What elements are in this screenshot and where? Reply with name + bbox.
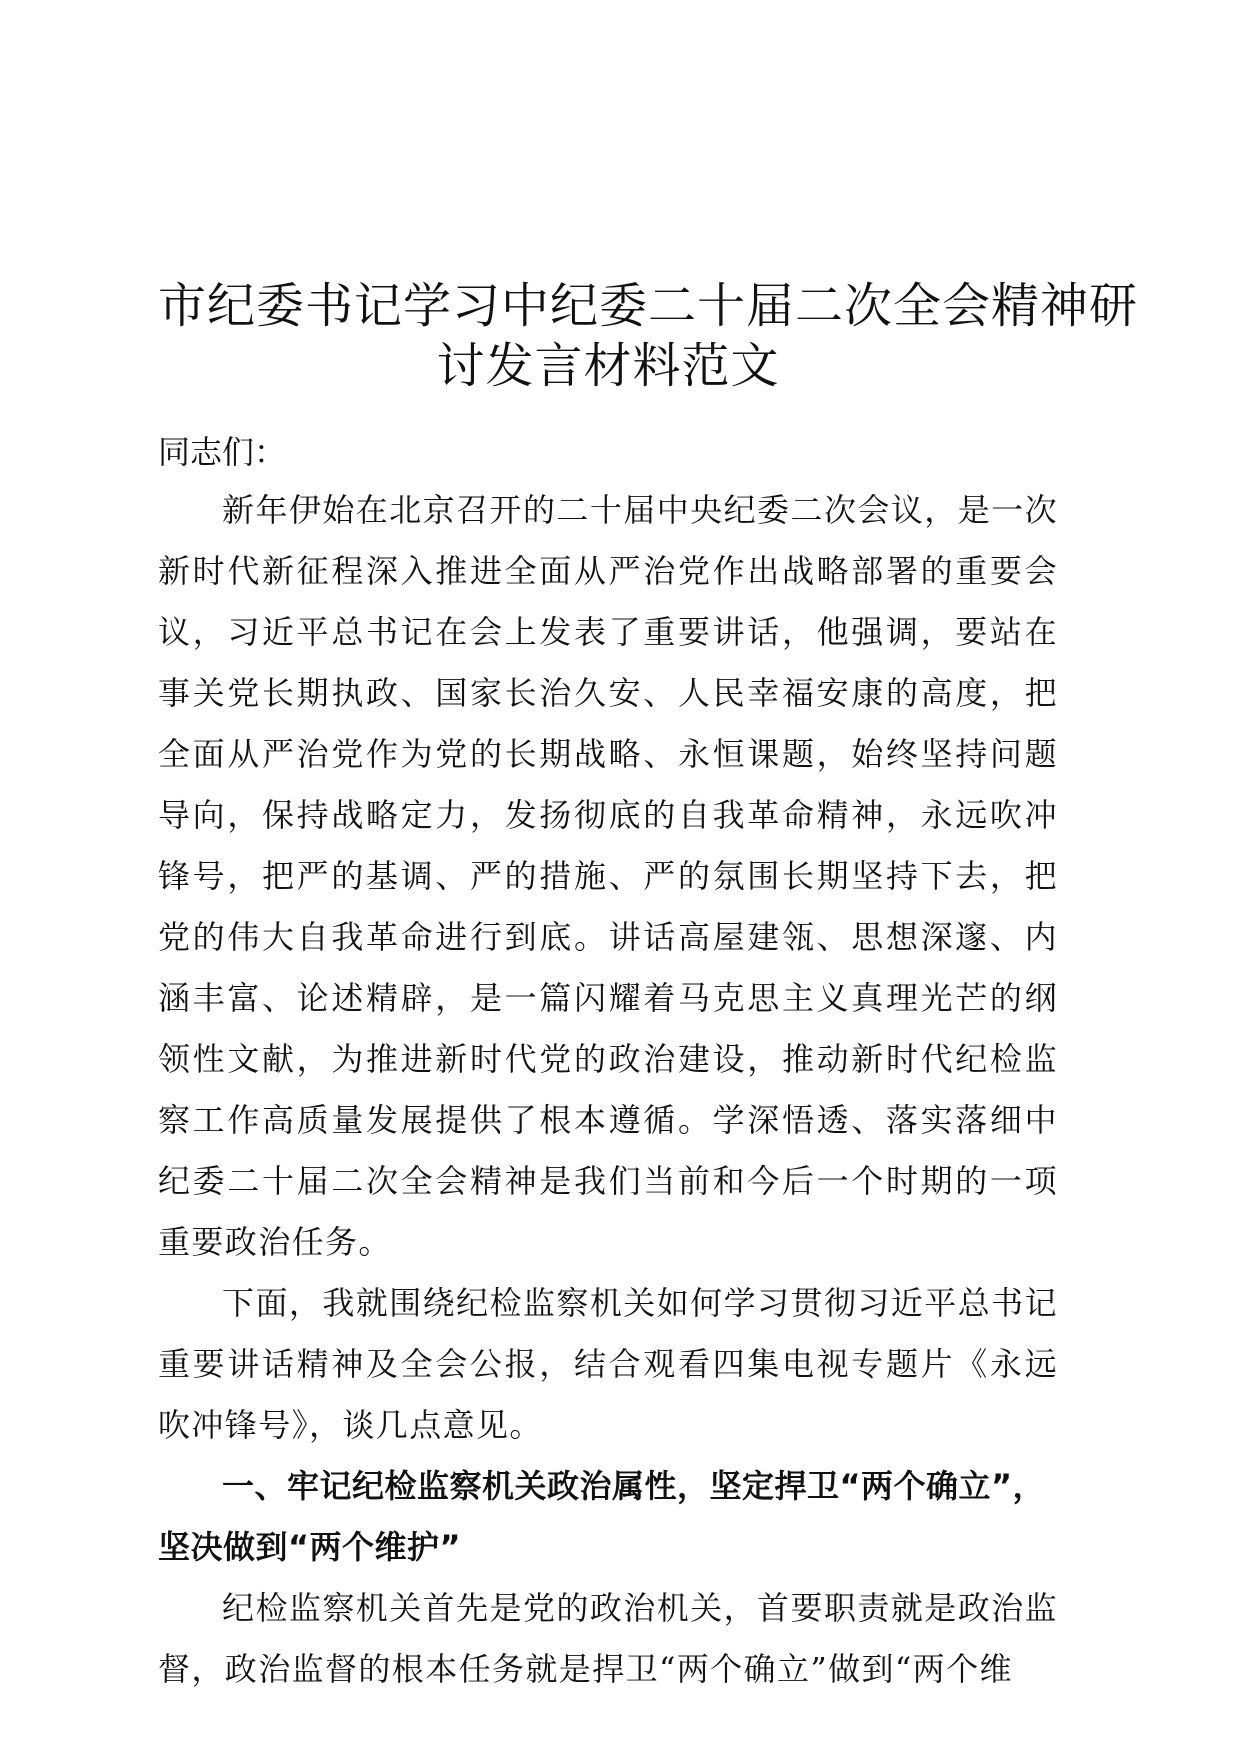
document-title xyxy=(158,276,1139,396)
section-heading-1: 一、牢记纪检监察机关政治属性，坚定捍卫“两个确立”，坚决做到“两个维护” xyxy=(158,1467,1046,1566)
body-paragraph-2: 下面，我就围绕纪检监察机关如何学习贯彻习近平总书记重要讲话精神及全会公报，结合观看四集电视专题片《永远吹冲锋号》，谈几点意见。 xyxy=(158,1284,1058,1444)
body-paragraph-1: 新年伊始在北京召开的二十届中央纪委二次会议，是一次新时代新征程深入推进全面从严治党作出战略部署的重要会议，习近平总书记在会上发表了重要讲话，他强调，要站在事关党长期执政、国家长治久安、人民幸福安康的高度，把全面从严治党作为党的长期战略、永恒课题，始终坚持问题导向，保持战略定力，发扬彻底的自我革命精神，永远吹冲锋号，把严的基调、严的措施、严的氛围长期坚持下去，把党的伟大自我革命进行到底。讲话高屋建瓴、思想深邃、内涵丰富、论述精辟，是一篇闪耀着马克思主义真理光芒的纲领性文献，为推进新时代党的政治建设，推动新时代纪检监察工作高质量发展提供了根本遵循。学深悟透、落实落细中纪委二十届二次全会精神是我们当前和今后一个时期的一项重要政治任务。 xyxy=(158,491,1058,1261)
title-line-2: 讨发言材料范文 xyxy=(436,338,780,394)
salutation: 同志们： xyxy=(158,433,287,471)
title-line-1: 市纪委书记学习中纪委二十届二次全会精神研 xyxy=(158,278,1139,334)
body-paragraph-3: 纪检监察机关首先是党的政治机关，首要职责就是政治监督，政治监督的根本任务就是捍卫“两个确立”做到“两个维 xyxy=(158,1589,1058,1688)
document-page xyxy=(158,276,1139,1700)
